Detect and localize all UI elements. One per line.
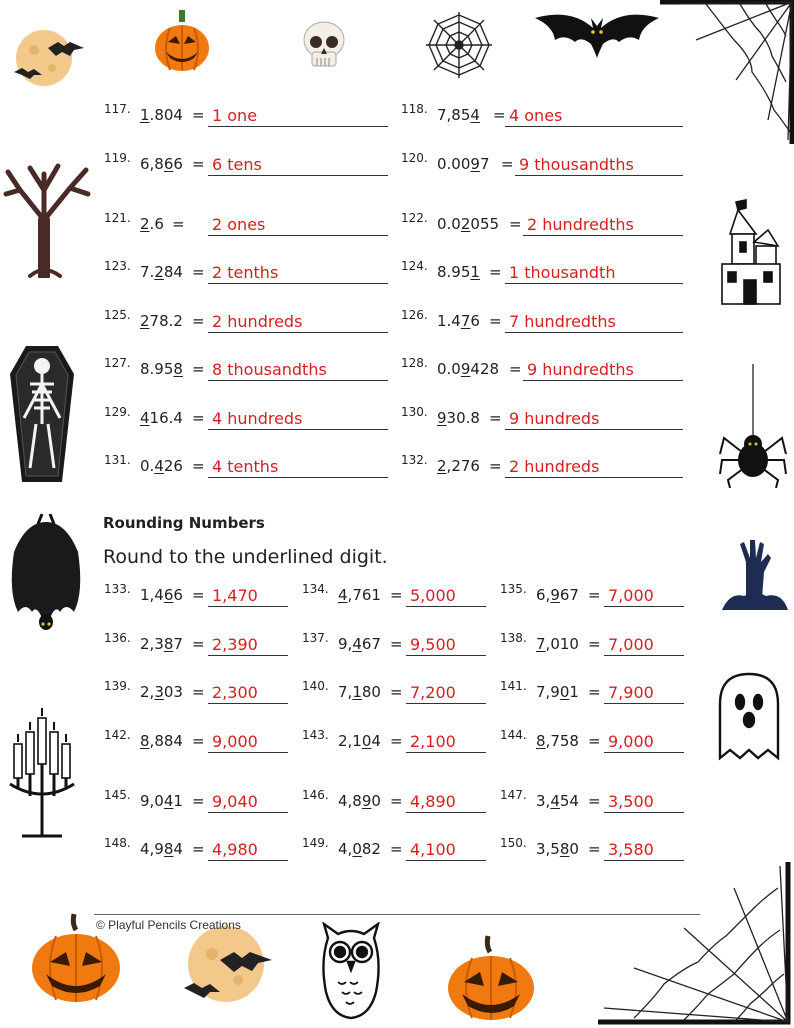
problem-number: 144. (500, 728, 527, 742)
answer[interactable]: 6 tens (212, 155, 262, 174)
problem-number-value (140, 155, 183, 173)
problem-number: 134. (302, 582, 329, 596)
answer-line (208, 655, 288, 656)
answer[interactable]: 4,890 (410, 792, 456, 811)
problem-number: 141. (500, 679, 527, 693)
digits-before: 7. (140, 263, 155, 281)
underlined-digit: 8 (140, 732, 150, 750)
digits-before: 8.95 (437, 263, 471, 281)
haunted-house-icon (716, 196, 788, 308)
equals-sign: = (192, 586, 205, 604)
hanging-bat-icon (6, 512, 86, 638)
equals-sign: = (390, 732, 403, 750)
answer-line (505, 429, 683, 430)
digits-after: 26 (163, 457, 183, 475)
digits-before: 9, (338, 635, 353, 653)
underlined-digit: 9 (470, 155, 480, 173)
problem-number-value (437, 457, 480, 475)
problem-number: 117. (104, 102, 131, 116)
equals-sign: = (493, 106, 506, 124)
underlined-digit: 2 (140, 312, 150, 330)
problem-number-value (140, 360, 183, 378)
pumpkin-icon (152, 8, 212, 72)
equals-sign: = (390, 840, 403, 858)
equals-sign: = (192, 409, 205, 427)
answer-line (208, 606, 288, 607)
answer[interactable]: 4,100 (410, 840, 456, 859)
answer-line (505, 126, 683, 127)
digits-after: 4 (371, 732, 381, 750)
answer[interactable]: 4 ones (509, 106, 563, 125)
zombie-hand-icon (720, 532, 790, 612)
problem-number: 119. (104, 151, 131, 165)
digits-after: ,276 (446, 457, 480, 475)
digits-after: 67 (361, 635, 381, 653)
underlined-digit: 8 (536, 732, 546, 750)
answer-line (208, 812, 288, 813)
equals-sign: = (588, 792, 601, 810)
ghost-icon (714, 670, 784, 762)
equals-sign: = (588, 635, 601, 653)
problem-number: 136. (104, 631, 131, 645)
underlined-digit: 7 (460, 312, 471, 330)
problem-number: 143. (302, 728, 329, 742)
equals-sign: = (509, 215, 522, 233)
problem-number-value (140, 840, 183, 858)
underlined-digit: 6 (163, 155, 174, 173)
digits-before: 3, (536, 792, 551, 810)
answer[interactable]: 2 hundreds (509, 457, 600, 476)
equals-sign: = (192, 635, 205, 653)
answer-line (604, 860, 684, 861)
underlined-digit: 3 (154, 683, 164, 701)
problem-number-value (338, 732, 381, 750)
answer[interactable]: 3,500 (608, 792, 654, 811)
equals-sign: = (588, 586, 601, 604)
problem-number-value (437, 215, 499, 233)
problem-number: 133. (104, 582, 131, 596)
answer[interactable]: 2 tenths (212, 263, 279, 282)
answer-line (505, 477, 683, 478)
equals-sign: = (192, 106, 205, 124)
answer-line (604, 606, 684, 607)
underlined-digit: 1 (140, 106, 150, 124)
problem-number: 125. (104, 308, 131, 322)
problem-number-value (536, 732, 579, 750)
digits-after: 7 (479, 155, 490, 173)
owl-icon (320, 922, 382, 1020)
underlined-digit: 2 (140, 215, 150, 233)
equals-sign: = (172, 215, 185, 233)
answer-line (208, 332, 388, 333)
corner-web-icon (656, 0, 794, 146)
problem-number-value (140, 683, 183, 701)
problem-number: 149. (302, 836, 329, 850)
digits-after: .804 (149, 106, 183, 124)
problem-number-value (536, 792, 579, 810)
digits-before: 4,8 (338, 792, 362, 810)
digits-after: ,758 (545, 732, 579, 750)
answer[interactable]: 9 hundredths (527, 360, 634, 379)
answer[interactable]: 7,200 (410, 683, 456, 702)
problem-number: 132. (401, 453, 428, 467)
pumpkin-icon (446, 934, 536, 1022)
underlined-digit: 1 (470, 263, 480, 281)
answer-line (208, 429, 388, 430)
digits-before: 1,4 (140, 586, 164, 604)
digits-after: 67 (559, 586, 579, 604)
hanging-spider-icon (718, 364, 788, 488)
problem-number-value (437, 155, 490, 173)
underlined-digit: 8 (163, 635, 174, 653)
problem-number: 128. (401, 356, 428, 370)
equals-sign: = (192, 360, 205, 378)
answer-line (208, 380, 388, 381)
digits-before: 6,8 (140, 155, 164, 173)
answer[interactable]: 9,040 (212, 792, 258, 811)
digits-after: 03 (163, 683, 183, 701)
equals-sign: = (489, 457, 502, 475)
answer-line (208, 703, 288, 704)
answer-line (406, 812, 486, 813)
problem-number: 122. (401, 211, 428, 225)
digits-after: 54 (559, 792, 579, 810)
underlined-digit: 0 (559, 683, 570, 701)
underlined-digit: 8 (173, 360, 183, 378)
problem-number-value (437, 360, 499, 378)
answer[interactable]: 9,000 (212, 732, 258, 751)
equals-sign: = (588, 732, 601, 750)
underlined-digit: 2 (437, 457, 447, 475)
equals-sign: = (489, 409, 502, 427)
problem-number: 127. (104, 356, 131, 370)
answer-line (523, 380, 683, 381)
digits-before: 2,3 (140, 635, 164, 653)
problem-number: 121. (104, 211, 131, 225)
digits-before: 7,9 (536, 683, 560, 701)
problem-number: 137. (302, 631, 329, 645)
underlined-digit: 7 (536, 635, 546, 653)
problem-number-value (140, 409, 183, 427)
problem-number: 140. (302, 679, 329, 693)
answer[interactable]: 4,980 (212, 840, 258, 859)
answer-line (604, 752, 684, 753)
skull-icon (298, 18, 350, 70)
digits-after: 84 (163, 263, 183, 281)
answer[interactable]: 7,000 (608, 586, 654, 605)
problem-number: 150. (500, 836, 527, 850)
underlined-digit: 9 (361, 792, 372, 810)
problem-number: 138. (500, 631, 527, 645)
answer[interactable]: 2 ones (212, 215, 266, 234)
problem-number: 124. (401, 259, 428, 273)
problem-number-value (536, 840, 579, 858)
digits-after: 0 (371, 792, 381, 810)
problem-number: 145. (104, 788, 131, 802)
answer-line (515, 175, 683, 176)
answer-line (208, 860, 288, 861)
underlined-digit: 4 (352, 635, 362, 653)
answer-line (604, 812, 684, 813)
problem-number: 118. (401, 102, 428, 116)
problem-number: 147. (500, 788, 527, 802)
dead-tree-icon (0, 160, 92, 278)
digits-before: 2, (140, 683, 155, 701)
equals-sign: = (390, 683, 403, 701)
bat-icon (533, 8, 661, 60)
problem-number: 148. (104, 836, 131, 850)
instructions: Round to the underlined digit. (103, 546, 388, 568)
underlined-digit: 8 (559, 840, 570, 858)
answer[interactable]: 2 hundredths (527, 215, 634, 234)
answer[interactable]: 9,500 (410, 635, 456, 654)
underlined-digit: 2 (460, 215, 471, 233)
answer-line (208, 126, 388, 127)
answer[interactable]: 4 hundreds (212, 409, 303, 428)
answer[interactable]: 7 hundredths (509, 312, 616, 331)
answer[interactable]: 2,100 (410, 732, 456, 751)
answer[interactable]: 7,900 (608, 683, 654, 702)
underlined-digit: 0 (352, 840, 362, 858)
problem-number-value (338, 586, 381, 604)
problem-number: 142. (104, 728, 131, 742)
digits-before: 3,5 (536, 840, 560, 858)
equals-sign: = (192, 732, 205, 750)
answer-line (505, 283, 683, 284)
equals-sign: = (192, 792, 205, 810)
answer[interactable]: 9 thousandths (519, 155, 634, 174)
equals-sign: = (192, 840, 205, 858)
answer[interactable]: 4 tenths (212, 457, 279, 476)
problem-number-value (437, 263, 480, 281)
digits-after: 055 (470, 215, 500, 233)
problem-number-value (437, 409, 480, 427)
digits-after: 7 (173, 635, 183, 653)
underlined-digit: 8 (163, 840, 174, 858)
moon-bat-icon (8, 20, 88, 88)
equals-sign: = (501, 155, 514, 173)
digits-before: 0. (140, 457, 155, 475)
equals-sign: = (390, 586, 403, 604)
answer-line (208, 235, 388, 236)
answer[interactable]: 2,300 (212, 683, 258, 702)
answer-line (208, 175, 388, 176)
corner-web-icon (594, 858, 792, 1026)
problem-number: 131. (104, 453, 131, 467)
equals-sign: = (509, 360, 522, 378)
section-heading: Rounding Numbers (103, 514, 265, 532)
answer[interactable]: 9,000 (608, 732, 654, 751)
answer[interactable]: 8 thousandths (212, 360, 327, 379)
coffin-skeleton-icon (8, 344, 76, 484)
problem-number-value (338, 683, 381, 701)
underlined-digit: 1 (352, 683, 362, 701)
candelabra-icon (2, 704, 82, 838)
problem-number-value (140, 215, 164, 233)
problem-number-value (437, 106, 480, 124)
answer-line (406, 606, 486, 607)
digits-after: ,884 (149, 732, 183, 750)
equals-sign: = (588, 683, 601, 701)
underlined-digit: 4 (470, 106, 480, 124)
underlined-digit: 4 (550, 792, 560, 810)
digits-before: 4,9 (140, 840, 164, 858)
answer-line (604, 655, 684, 656)
equals-sign: = (192, 457, 205, 475)
answer[interactable]: 7,000 (608, 635, 654, 654)
equals-sign: = (390, 792, 403, 810)
answer[interactable]: 1,470 (212, 586, 258, 605)
problem-number-value (437, 312, 480, 330)
digits-before: 7,85 (437, 106, 471, 124)
digits-before: 2,1 (338, 732, 362, 750)
answer[interactable]: 3,580 (608, 840, 654, 859)
answer-line (523, 235, 683, 236)
digits-before: 6, (536, 586, 551, 604)
underlined-digit: 4 (338, 586, 348, 604)
underlined-digit: 0 (361, 732, 372, 750)
digits-after: 0 (569, 840, 579, 858)
footer-divider (94, 914, 700, 915)
underlined-digit: 9 (460, 360, 471, 378)
digits-before: 1.4 (437, 312, 461, 330)
answer-line (505, 332, 683, 333)
problem-number-value (536, 635, 579, 653)
problem-number-value (140, 792, 183, 810)
digits-before: 0.0 (437, 215, 461, 233)
answer[interactable]: 1 thousandth (509, 263, 616, 282)
answer-line (406, 752, 486, 753)
answer-line (604, 703, 684, 704)
problem-number: 139. (104, 679, 131, 693)
digits-after: 82 (361, 840, 381, 858)
answer-line (208, 283, 388, 284)
copyright: © Playful Pencils Creations (96, 918, 241, 932)
problem-number: 120. (401, 151, 428, 165)
answer-line (208, 477, 388, 478)
problem-number: 146. (302, 788, 329, 802)
digits-after: 6 (173, 155, 183, 173)
answer-line (406, 655, 486, 656)
problem-number: 129. (104, 405, 131, 419)
equals-sign: = (192, 263, 205, 281)
problem-number: 126. (401, 308, 428, 322)
digits-after: 16.4 (149, 409, 183, 427)
equals-sign: = (489, 263, 502, 281)
underlined-digit: 6 (163, 586, 174, 604)
answer[interactable]: 1 one (212, 106, 258, 125)
digits-before: 7, (338, 683, 353, 701)
equals-sign: = (192, 683, 205, 701)
problem-number: 123. (104, 259, 131, 273)
problem-number: 135. (500, 582, 527, 596)
underlined-digit: 2 (154, 263, 164, 281)
problem-number-value (338, 792, 381, 810)
underlined-digit: 4 (154, 457, 164, 475)
problem-number-value (338, 840, 381, 858)
equals-sign: = (390, 635, 403, 653)
spiderweb-icon (424, 10, 494, 80)
digits-after: ,761 (347, 586, 381, 604)
digits-after: ,010 (545, 635, 579, 653)
answer-line (208, 752, 288, 753)
digits-after: 6 (470, 312, 480, 330)
digits-before: 4, (338, 840, 353, 858)
equals-sign: = (192, 312, 205, 330)
digits-after: 4 (173, 840, 183, 858)
problem-number-value (140, 106, 183, 124)
digits-after: 78.2 (149, 312, 183, 330)
digits-before: 0.00 (437, 155, 471, 173)
answer-line (406, 860, 486, 861)
digits-after: .6 (149, 215, 164, 233)
digits-after: 1 (173, 792, 183, 810)
problem-number-value (140, 635, 183, 653)
underlined-digit: 9 (437, 409, 447, 427)
equals-sign: = (588, 840, 601, 858)
problem-number-value (338, 635, 381, 653)
equals-sign: = (192, 155, 205, 173)
problem-number-value (140, 586, 183, 604)
moon-bat-icon (180, 920, 276, 1006)
digits-after: 428 (470, 360, 500, 378)
equals-sign: = (489, 312, 502, 330)
problem-number-value (536, 683, 579, 701)
digits-before: 8.95 (140, 360, 174, 378)
problem-number-value (140, 312, 183, 330)
digits-before: 9,0 (140, 792, 164, 810)
answer[interactable]: 2,390 (212, 635, 258, 654)
problem-number-value (140, 263, 183, 281)
digits-after: 1 (569, 683, 579, 701)
problem-number-value (140, 732, 183, 750)
answer[interactable]: 9 hundreds (509, 409, 600, 428)
underlined-digit: 4 (163, 792, 174, 810)
digits-after: 6 (173, 586, 183, 604)
answer[interactable]: 2 hundreds (212, 312, 303, 331)
problem-number: 130. (401, 405, 428, 419)
digits-after: 80 (361, 683, 381, 701)
digits-after: 30.8 (446, 409, 480, 427)
problem-number-value (536, 586, 579, 604)
answer[interactable]: 5,000 (410, 586, 456, 605)
answer-line (406, 703, 486, 704)
underlined-digit: 4 (140, 409, 150, 427)
underlined-digit: 9 (550, 586, 560, 604)
problem-number-value (140, 457, 183, 475)
digits-before: 0.0 (437, 360, 461, 378)
